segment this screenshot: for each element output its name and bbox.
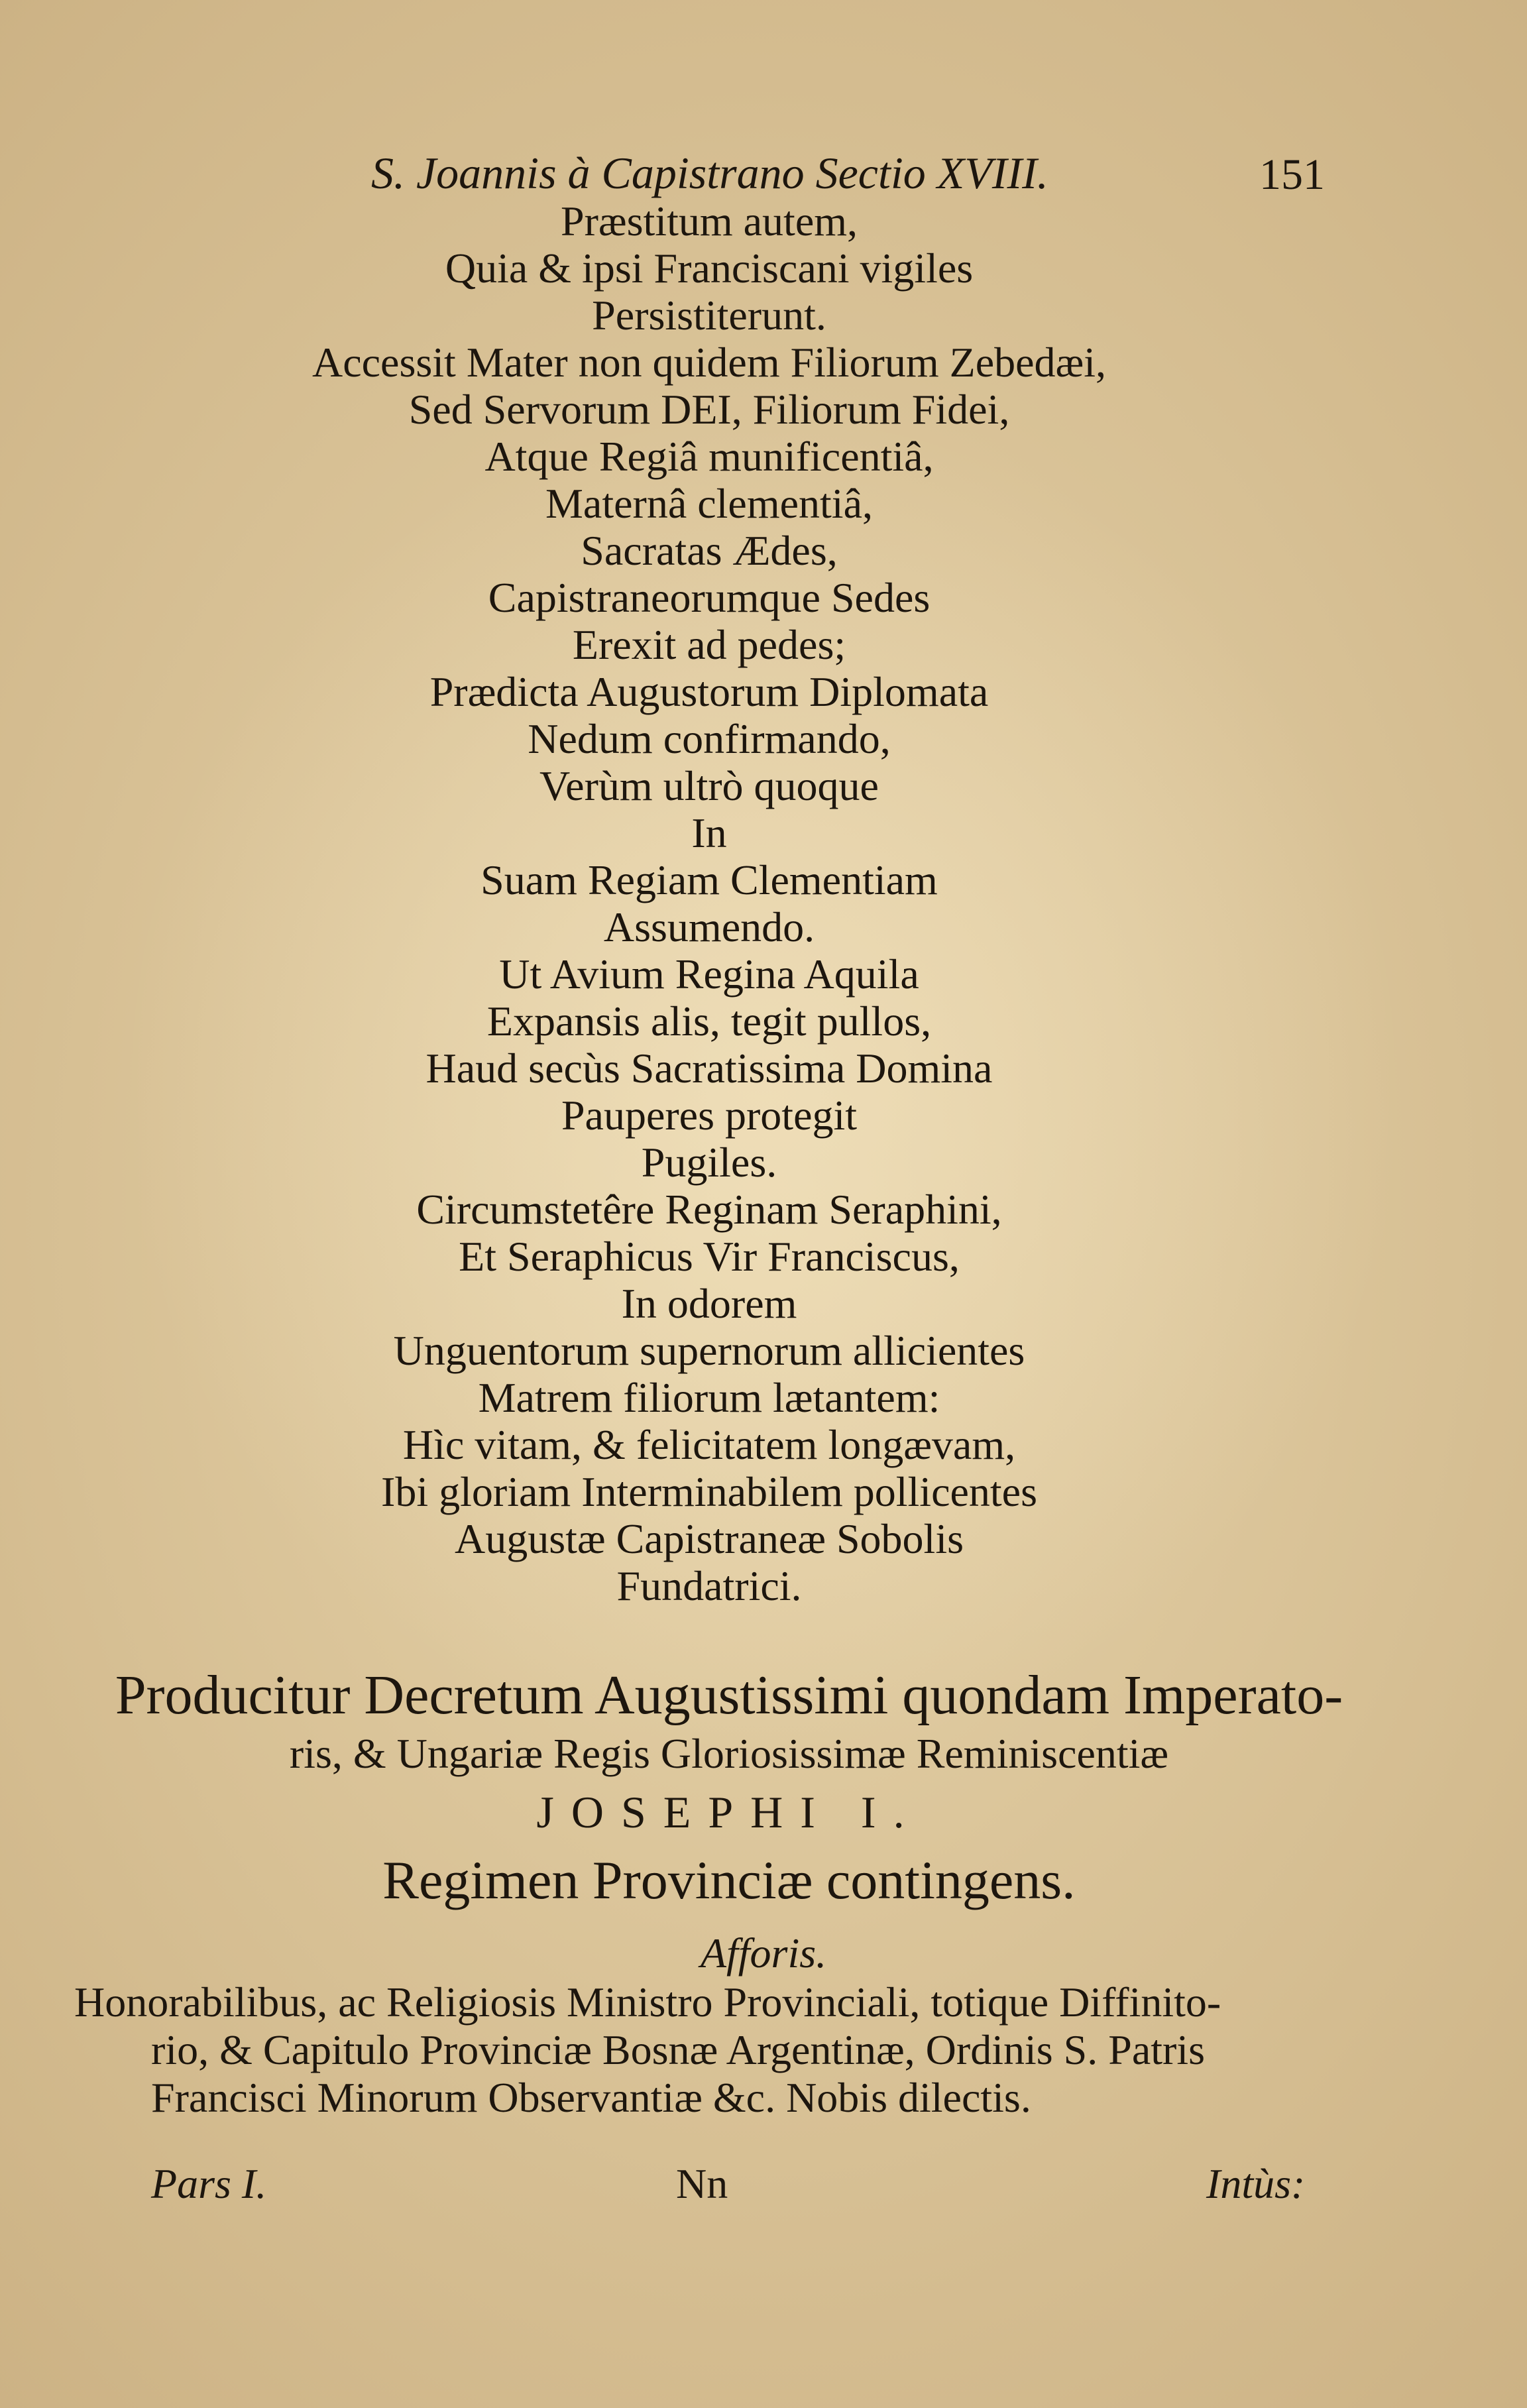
address-line: Honorabilibus, ac Religiosis Ministro Provinciali, totique Diffinito- bbox=[74, 1978, 1221, 2026]
inscription-line: Sed Servorum DEI, Filiorum Fidei, bbox=[408, 386, 1010, 433]
inscription-line: Unguentorum supernorum allicientes bbox=[393, 1327, 1025, 1374]
inscription-line: Capistraneorumque Sedes bbox=[488, 574, 931, 621]
inscription-line: Circumstetêre Reginam Seraphini, bbox=[416, 1186, 1002, 1233]
catchword: Intùs: bbox=[1206, 2160, 1306, 2207]
decree-title-line-1: Producitur Decretum Augustissimi quondam Imperato- bbox=[115, 1664, 1343, 1726]
inscription-line: Pugiles. bbox=[641, 1139, 777, 1186]
inscription-line: Pauperes protegit bbox=[561, 1092, 858, 1139]
inscription-block bbox=[199, 198, 1219, 1609]
inscription-line: Expansis alis, tegit pullos, bbox=[486, 998, 932, 1045]
decree-title bbox=[66, 1664, 1392, 1917]
inscription-line: Maternâ clementiâ, bbox=[545, 480, 873, 527]
page-number: 151 bbox=[1259, 150, 1325, 199]
inscription-line: Erexit ad pedes; bbox=[572, 621, 846, 668]
inscription-line: Ut Avium Regina Aquila bbox=[499, 950, 919, 998]
decree-title-line-4: Regimen Provinciæ contingens. bbox=[382, 1850, 1076, 1910]
inscription-line: Sacratas Ædes, bbox=[581, 527, 838, 574]
inscription-line: Nedum confirmando, bbox=[528, 715, 891, 762]
inscription-line: In odorem bbox=[621, 1280, 797, 1327]
inscription-line: Et Seraphicus Vir Franciscus, bbox=[459, 1233, 960, 1280]
inscription-line: Assumendo. bbox=[603, 903, 815, 950]
address-line: rio, & Capitulo Provinciæ Bosnæ Argentinæ, Ordinis S. Patris bbox=[151, 2026, 1206, 2073]
signature-mark: Nn bbox=[676, 2160, 728, 2207]
inscription-line: Quia & ipsi Franciscani vigiles bbox=[445, 245, 974, 292]
inscription-line: Hìc vitam, & felicitatem longævam, bbox=[402, 1421, 1016, 1468]
inscription-line: Augustæ Capistraneæ Sobolis bbox=[454, 1515, 964, 1562]
address-paragraph bbox=[74, 1978, 1420, 2122]
inscription-line: Prædicta Augustorum Diplomata bbox=[429, 668, 989, 715]
page-footer bbox=[0, 2159, 1527, 2219]
inscription-line: Matrem filiorum lætantem: bbox=[478, 1374, 940, 1421]
running-title: S. Joannis à Capistrano Sectio XVIII. bbox=[371, 148, 1048, 198]
inscription-line: Suam Regiam Clementiam bbox=[481, 856, 938, 903]
inscription-line: Verùm ultrò quoque bbox=[539, 762, 879, 809]
inscription-line: Haud secùs Sacratissima Domina bbox=[425, 1045, 993, 1092]
inscription-line: Ibi gloriam Interminabilem pollicentes bbox=[381, 1468, 1037, 1515]
inscription-line: Accessit Mater non quidem Filiorum Zebedæi, bbox=[312, 339, 1106, 386]
inscription-line: Fundatrici. bbox=[616, 1562, 802, 1609]
signature-left: Pars I. bbox=[151, 2160, 267, 2207]
inscription-line: Atque Regiâ munificentiâ, bbox=[484, 433, 934, 480]
inscription-line: Præstitum autem, bbox=[561, 198, 858, 245]
address-line: Francisci Minorum Observantiæ &c. Nobis dilectis. bbox=[151, 2074, 1031, 2121]
inscription-line: In bbox=[691, 809, 727, 856]
inscription-line: Persistiterunt. bbox=[592, 292, 826, 339]
salutation: Afforis. bbox=[700, 1929, 827, 1977]
decree-title-line-3: JOSEPHI I. bbox=[536, 1787, 922, 1837]
decree-title-line-2: ris, & Ungariæ Regis Gloriosissimæ Reminiscentiæ bbox=[289, 1730, 1169, 1777]
